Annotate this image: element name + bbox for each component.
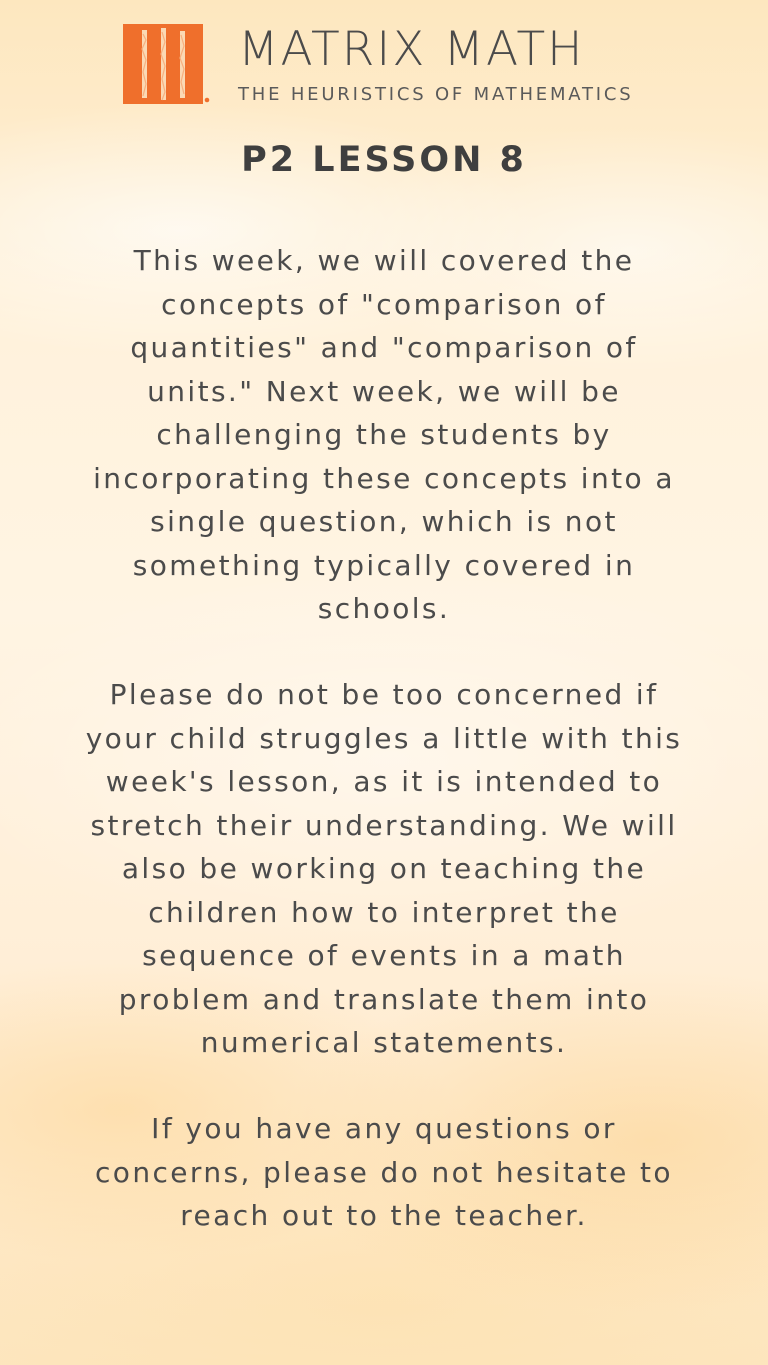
paragraph-line: incorporating these concepts into a <box>93 461 675 495</box>
brand-text <box>238 23 683 107</box>
paragraph-line: challenging the students by <box>156 418 612 451</box>
paragraph-line: concerns, please do not hesitate to <box>95 1155 673 1189</box>
paragraph-line: If you have any questions or <box>151 1112 617 1145</box>
lesson-title: P2 LESSON 8 <box>241 140 527 180</box>
paragraph-line: problem and translate them into <box>118 982 650 1016</box>
paragraph-line: reach out to the teacher. <box>180 1199 588 1232</box>
paragraph-line: stretch their understanding. We will <box>90 808 678 842</box>
brand-name: MATRIX MATH <box>238 22 585 77</box>
paragraph-line: schools. <box>317 592 451 625</box>
brand-tagline: THE HEURISTICS OF MATHEMATICS <box>238 84 634 105</box>
paragraph-line: Please do not be too concerned if <box>109 678 659 711</box>
paragraph-line: week's lesson, as it is intended to <box>105 765 663 798</box>
paragraph-line: single question, which is not <box>150 505 618 538</box>
paragraph-line: sequence of events in a math <box>142 939 626 972</box>
brand-logo-icon <box>123 24 210 104</box>
paragraph-weekly-concepts <box>0 239 768 631</box>
paragraph-line: quantities" and "comparison of <box>130 331 638 364</box>
paragraph-line: children how to interpret the <box>148 895 620 929</box>
paragraph-line: something typically covered in <box>132 548 636 582</box>
brand-header <box>123 23 683 108</box>
paragraph-line: concepts of "comparison of <box>161 287 607 321</box>
paragraph-lesson-reassurance <box>0 673 768 1065</box>
paragraph-line: numerical statements. <box>200 1026 568 1059</box>
paragraph-line: also be working on teaching the <box>121 852 647 885</box>
paragraph-line: units." Next week, we will be <box>147 374 621 408</box>
paragraph-line: This week, we will covered the <box>133 244 635 277</box>
paragraph-contact-note <box>0 1107 768 1238</box>
paragraph-line: your child struggles a little with this <box>85 721 683 755</box>
